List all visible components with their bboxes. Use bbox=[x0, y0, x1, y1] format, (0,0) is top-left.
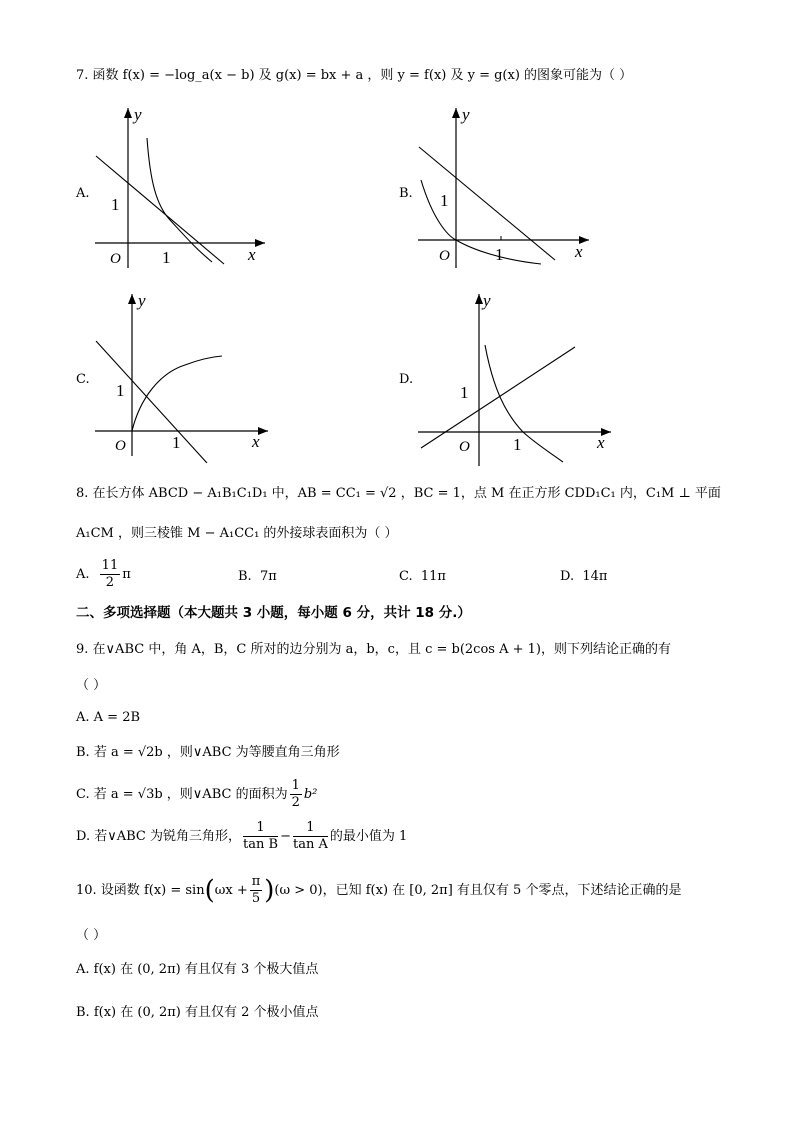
q9-option-d: D. 若∨ABC 为锐角三角形， $\frac{1}{\text{tan B}}$ − $\frac{1}{\text{tan A}}$ 的最小值为 1 bbox=[76, 820, 408, 852]
q10-line1: 10. 设函数 f(x) = sin(ωx + $\frac{\pi}{5}$ )(ω > 0)，已知 f(x) 在 [0, 2π] 有且仅有 5 个零点，下述结论正确的是 bbox=[76, 874, 682, 906]
q7-text: 7. 函数 f(x) = −log_a(x − b) 及 g(x) = bx + a ，则 y = f(x) 及 y = g(x) 的图象可能为（ ） bbox=[76, 68, 633, 83]
graph-c-x-tick: 1 bbox=[172, 433, 181, 452]
graph-a-y-tick: 1 bbox=[111, 195, 120, 214]
graph-c-y-label: y bbox=[138, 291, 146, 310]
q8-option-c: C. 11π bbox=[399, 569, 446, 584]
q10-option-b: B. f(x) 在 (0, 2π) 有且仅有 2 个极小值点 bbox=[76, 1005, 319, 1020]
q7-graph-b bbox=[413, 100, 593, 270]
q10-line2: （ ） bbox=[76, 928, 107, 943]
graph-c-origin: O bbox=[115, 438, 126, 454]
graph-b-x-tick: 1 bbox=[495, 245, 504, 264]
q8-line1: 8. 在长方体 ABCD − A₁B₁C₁D₁ 中，AB = CC₁ = √2 ，BC = 1，点 M 在正方形 CDD₁C₁ 内，C₁M ⊥ 平面 bbox=[76, 486, 721, 501]
q7-graph-c bbox=[90, 288, 270, 463]
graph-b-x-label: x bbox=[575, 242, 583, 261]
graph-d-y-tick: 1 bbox=[460, 383, 469, 402]
q7-option-b-label: B. bbox=[399, 186, 413, 201]
graph-a-x-label: x bbox=[248, 245, 256, 264]
q9-line1: 9. 在∨ABC 中，角 A，B，C 所对的边分别为 a，b，c，且 c = b(2cos A + 1)，则下列结论正确的有 bbox=[76, 642, 671, 657]
q8-line2: A₁CM ，则三棱锥 M − A₁CC₁ 的外接球表面积为（ ） bbox=[76, 526, 398, 541]
q8-option-a: A. $\frac{11}{2}$ π bbox=[76, 558, 131, 590]
q7-option-c-label: C. bbox=[76, 372, 90, 387]
graph-d-x-label: x bbox=[597, 433, 605, 452]
q9-line2: （ ） bbox=[76, 678, 107, 693]
section-2-heading: 二、多项选择题（本大题共 3 小题，每小题 6 分，共计 18 分.） bbox=[76, 605, 471, 621]
q9-option-b: B. 若 a = √2b ，则∨ABC 为等腰直角三角形 bbox=[76, 745, 340, 760]
graph-d-y-label: y bbox=[483, 291, 491, 310]
graph-d-x-tick: 1 bbox=[513, 435, 522, 454]
q7-option-d-label: D. bbox=[399, 372, 414, 387]
graph-a-x-tick: 1 bbox=[162, 248, 171, 267]
graph-b-y-label: y bbox=[462, 105, 470, 124]
graph-b-y-tick: 1 bbox=[440, 191, 449, 210]
graph-a-y-label: y bbox=[134, 105, 142, 124]
graph-b-origin: O bbox=[439, 248, 450, 264]
q8-option-d: D. 14π bbox=[560, 569, 608, 584]
q7-option-a-label: A. bbox=[76, 186, 90, 201]
graph-c-y-tick: 1 bbox=[116, 381, 125, 400]
q7-graph-a bbox=[90, 100, 270, 270]
q9-option-c: C. 若 a = √3b ，则∨ABC 的面积为 $\frac{1}{2}$ b² bbox=[76, 778, 318, 810]
q7-graph-d bbox=[413, 288, 613, 468]
q9-option-a: A. A = 2B bbox=[76, 710, 141, 725]
graph-c-x-label: x bbox=[252, 432, 260, 451]
graph-a-origin: O bbox=[110, 251, 121, 267]
q10-option-a: A. f(x) 在 (0, 2π) 有且仅有 3 个极大值点 bbox=[76, 962, 319, 977]
graph-d-origin: O bbox=[459, 439, 470, 455]
q8-option-b: B. 7π bbox=[238, 569, 277, 584]
